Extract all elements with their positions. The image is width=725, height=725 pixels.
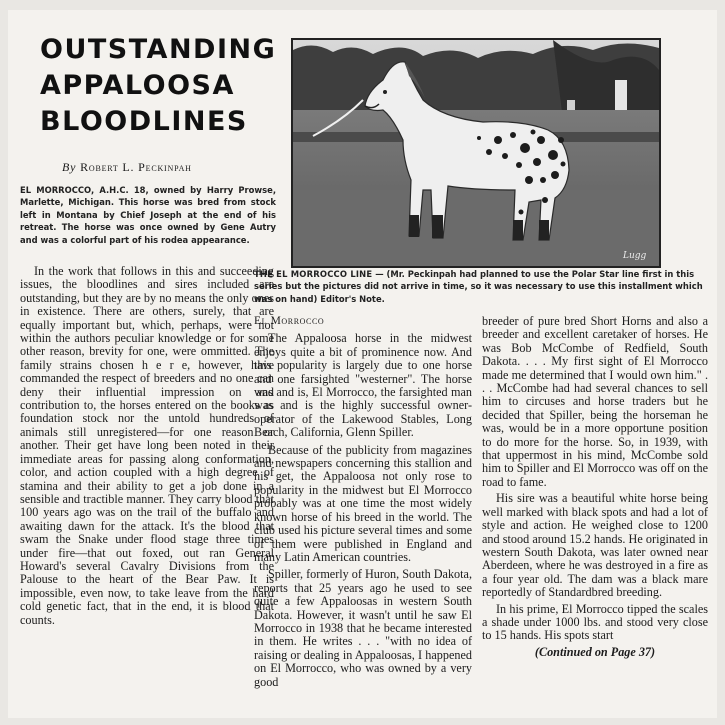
photo-caption-lead: THE EL MORROCCO LINE: [254, 269, 373, 279]
horse-photo-illustration: [293, 40, 659, 266]
byline-prefix: By: [62, 160, 77, 174]
paragraph: His sire was a beautiful white horse being well marked with black spots and had a lot of style and action. He weighed close to 1200 and stood around 15.2 hands. He originated in western South Dakota, was later owned near Aberdeen, where he was destroyed in a fire as a four year old. The dam was a black mare reportedly of Standardbred breeding.: [482, 491, 708, 600]
paragraph: In his prime, El Morrocco tipped the scales a shade under 1000 lbs. and stood very close to 15 hands. His spots start: [482, 601, 708, 643]
horse-photo: [291, 38, 661, 268]
photo-signature: Lugg: [623, 251, 647, 261]
paragraph: In the work that follows in this and succeeding issues, the bloodlines and sires included are outstanding, but they are by no means the only ones in existence. There are others, surely, that are equally important but, which, perhaps, were not within the authors peculiar knowledge or for some other reason, brevity for one, were ommitted. The family strains chosen h e r e, however, have commanded the respect of breeders and no one can deny their influential impression on and contribution to, the horses entered on the books as foundation stock nor the untold hundreds of animals still unregistered—for one reason or another. Their get have long been noted in their immediate areas for passing along conformation, color, and action coupled with a high degree of stamina and their ability to get a job done in a sensible and tractible manner. They carry blood that 100 years ago was on the trail of the buffalo and awaiting dawn for the attack. It's the blood that swam the Snake under flood stage three times under fire—that out foxed, out ran General Howard's several Cavalry Divisions from the Palouse to the heart of the Bear Paw. It is impossible, even now, to take leave from the hard cold genetic fact, that in the end, it is blood that counts.: [20, 264, 274, 627]
title-line-1: OUTSTANDING: [40, 34, 277, 65]
article-column-3: [482, 315, 708, 659]
paragraph: Because of the publicity from magazines and newspapers concerning this stallion and his get, the Appaloosa not only rose to popularity in the midwest but El Morrocco probably was at one time the most widely known horse of his breed in the world. The club used his picture several times and some of them were published in England and many Latin American countries.: [254, 442, 472, 564]
title-line-3: BLOODLINES: [40, 106, 248, 137]
article-title: [40, 32, 277, 140]
paragraph: Spiller, formerly of Huron, South Dakota, reports that 25 years ago he used to see quite a few Appaloosas in western South Dakota. However, it wasn't until he saw El Morrocco in 1938 that he became interested in them. He writes . . . "with no idea of raising or dealing in Appaloosas, I happened on El Morrocco, who was owned by a very good: [254, 567, 472, 689]
author-name: Robert L. Peckinpah: [80, 160, 192, 174]
paragraph: The Appaloosa horse in the midwest enjoys quite a bit of prominence now. And this popularity is largely due to one horse and one farsighted "westerner". The horse was and is, El Morrocco, the farsighted man was and is the highly successful owner-operator of the Lakewood Stables, Long Beach, California, Glenn Spiller.: [254, 331, 472, 440]
intro-caption: EL MORROCCO, A.H.C. 18, owned by Harry Prowse, Marlette, Michigan. This horse was bred from stock left in Montana by Chief Joseph at the end of his retreat. The horse was once owned by Gene Autry and was a colorful part of his rodea appearance.: [20, 185, 276, 245]
magazine-page: [8, 10, 717, 718]
article-column-1: [20, 265, 274, 627]
paragraph: breeder of pure bred Short Horns and also a breeder and excellent caretaker of horses. He was Bob McCombe of Redfield, South Dakota. . . . My first sight of El Morrocco made me determined that I would own him." . . . McCombe had had several chances to sell him to circuses and horse traders but he decided that Spiller, being the horseman he was, would be in a more opportune position to do more for the horse. So, in 1939, with that uppermost in his mind, McCombe sold him to Spiller and El Morrocco was off on the road to fame.: [482, 314, 708, 489]
section-heading: El Morrocco: [254, 315, 325, 327]
continued-note: (Continued on Page 37): [534, 644, 656, 659]
article-column-2: [254, 315, 472, 689]
byline: [62, 160, 192, 175]
photo-caption-text: — (Mr. Peckinpah had planned to use the Polar Star line first in this series but the pictures did not arrive in time, so it was necessary to use this installment which was on hand) Editor's Note.: [254, 269, 703, 304]
photo-caption: [254, 268, 708, 305]
title-line-2: APPALOOSA: [40, 70, 235, 101]
